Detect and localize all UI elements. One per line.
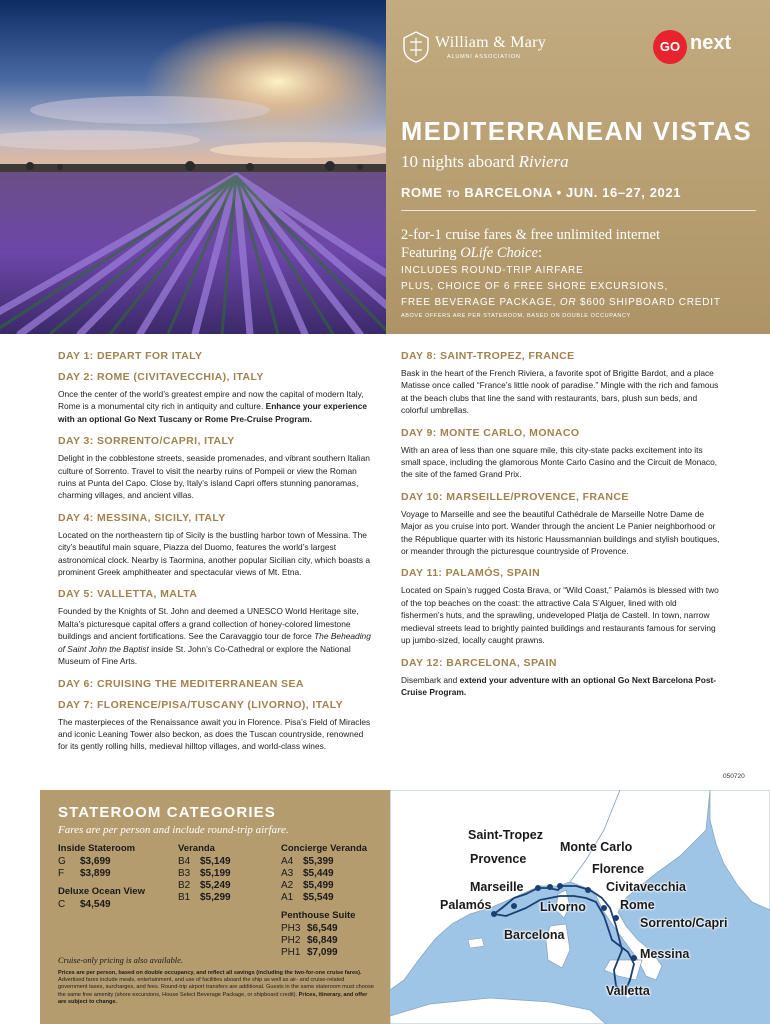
day-heading: DAY 10: MARSEILLE/PROVENCE, FRANCE [401,490,629,503]
offer-headline: 2-for-1 cruise fares & free unlimited internet Featuring OLife Choice: [401,227,660,261]
william-mary-logo [401,30,571,66]
map-label-livorno: Livorno [540,900,586,914]
fare-row: PH1 $7,099 [281,947,338,958]
map-label-valletta: Valletta [606,984,650,998]
fare-column-deluxe [58,886,145,911]
divider [0,334,770,340]
trip-subtitle: 10 nights aboard Riviera [401,152,569,171]
day-description: Once the center of the world’s greatest empire and now the capital of modern Italy, Rome is a monumental city rich in antiquity and culture. Enhance your experience with an optional Go Next Tuscany or Rome Pre-Cruise Program. [58,389,368,424]
fare-category-heading: Veranda [178,843,215,854]
fare-category-heading: Inside Stateroom [58,843,136,854]
ship-name: Riviera [518,152,569,171]
itinerary-right-column [401,350,721,708]
route-dates: ROME TO BARCELONA • JUN. 16–27, 2021 [401,185,682,200]
fare-row: A1 $5,549 [281,892,334,903]
stateroom-panel [40,790,390,1024]
fare-category-heading: Penthouse Suite [281,910,356,921]
fare-row: B2 $5,249 [178,880,231,891]
divider [401,210,756,211]
offer-note: ABOVE OFFERS ARE PER STATEROOM, BASED ON DOUBLE OCCUPANCY [401,313,631,319]
map-label-palamos: Palamós [440,898,492,912]
fare-row: B3 $5,199 [178,868,231,879]
map-label-monte-carlo: Monte Carlo [560,840,633,854]
day-description: Voyage to Marseille and see the beautiful Cathédrale de Marseille Notre Dame de Major as you cruise into port. Wander through the ancient Le Panier neighborhood or the République quarter with its historic Haussmannian buildings and stylish boutiques, or meander through the picturesque countryside of Provence. [401,508,720,557]
crest-icon [401,30,431,64]
map-label-messina: Messina [640,947,690,961]
go-next-logo [653,30,749,64]
fare-column-concierge [281,843,367,904]
map-label-provence: Provence [470,852,527,866]
fare-row: B4 $5,149 [178,856,231,867]
fare-column-penthouse [281,910,355,959]
map-label-barcelona: Barcelona [504,928,565,942]
day-description: Delight in the cobblestone streets, seaside promenades, and vibrant southern Italian culture of Sorrento. Travel to visit the nearby ruins of Pompeii or view the Roman ruins at Punta del Capo. Close by, Italy’s island Capri offers stunning panoramas, charming villages, and ancient villas. [58,453,370,501]
stateroom-title: STATEROOM CATEGORIES [58,804,276,821]
lavender-field-photo [0,0,386,334]
day-description: Bask in the heart of the French Riviera, a favorite spot of Brigitte Bardot, and a place Matisse once called “France’s little nook of paradise.” Mingle with the rich and famous at the beach clubs that line the sand with restaurants, bars, plush sun beds, and colorful umbrellas. [401,368,719,416]
fare-row: A4 $5,399 [281,856,334,867]
day-heading: DAY 7: FLORENCE/PISA/TUSCANY (LIVORNO), ITALY [58,698,344,711]
document-code: 050720 [723,773,745,780]
route-map [390,790,770,1024]
stateroom-subtitle: Fares are per person and include round-trip airfare. [58,824,289,836]
fare-column-inside [58,843,135,880]
fare-category-heading: Concierge Veranda [281,843,368,854]
wm-subtitle: ALUMNI ASSOCIATION [447,54,521,60]
next-wordmark: next [690,32,732,54]
offer-details: INCLUDES ROUND-TRIP AIRFARE PLUS, CHOICE OF 6 FREE SHORE EXCURSIONS, FREE BEVERAGE PACKAGE, OR $600 SHIPBOARD CREDIT [401,265,721,308]
day-heading: DAY 2: ROME (CIVITAVECCHIA), ITALY [58,371,264,383]
fare-row: A3 $5,449 [281,868,334,879]
map-label-sorrento-capri: Sorrento/Capri [640,916,728,930]
day-heading: DAY 1: DEPART FOR ITALY [58,350,203,362]
day-description: Disembark and extend your adventure with an optional Go Next Barcelona Post-Cruise Program. [401,674,717,697]
day-heading: DAY 8: SAINT-TROPEZ, FRANCE [401,350,575,362]
day-description: Founded by the Knights of St. John and deemed a UNESCO World Heritage site, Malta’s picturesque capital offers a grand collection of honey-colored limestone buildings and ancient fortifications. See the Caravaggio tour de force The Beheading of Saint John the Baptist inside St. John’s Co-Cathedral or explore the National Museum of Fine Arts. [58,606,371,667]
fine-print: Prices are per person, based on double occupancy, and reflect all savings (including the two-for-one cruise fares). Advertised fares include meals, entertainment, and use of facilities aboard the ship as well as air- and cruise-related government taxes, surcharges, and fees. Round-trip airport transfers are additional. Guests in the same stateroom must choose the same free amenity (shore excursions, House Select Beverage Package, or shipboard credit). Prices, itinerary, and offer are subject to change. [58,970,374,1005]
fare-column-veranda [178,843,231,904]
day-heading: DAY 12: BARCELONA, SPAIN [401,656,557,669]
map-label-marseille: Marseille [470,880,524,894]
day-heading: DAY 9: MONTE CARLO, MONACO [401,426,580,439]
day-heading: DAY 5: VALLETTA, MALTA [58,588,198,601]
day-heading: DAY 6: CRUISING THE MEDITERRANEAN SEA [58,677,304,690]
cruise-only-note: Cruise-only pricing is also available. [58,956,183,965]
day-description: The masterpieces of the Renaissance await you in Florence. Pisa’s Field of Miracles and iconic Leaning Tower also beckon, as does the Tuscan countryside, renowned for its gently rolling hills, medieval hilltop villages, and world-class wines. [58,716,371,752]
map-label-civitavecchia: Civitavecchia [606,880,686,894]
hero-banner [0,0,770,340]
fare-row: C $4,549 [58,899,111,910]
fare-row: G $3,699 [58,856,111,867]
wm-name: William & Mary [435,34,547,51]
map-label-saint-tropez: Saint-Tropez [468,828,544,842]
itinerary-left-column [58,350,374,763]
day-heading: DAY 11: PALAMÓS, SPAIN [401,567,541,580]
fare-row: PH2 $6,849 [281,935,338,946]
fare-category-heading: Deluxe Ocean View [58,886,145,897]
day-heading: DAY 3: SORRENTO/CAPRI, ITALY [58,435,235,448]
map-label-florence: Florence [592,862,645,876]
fare-row: A2 $5,499 [281,880,334,891]
fare-row: B1 $5,299 [178,892,231,903]
day-description: Located on Spain’s rugged Costa Brava, or “Wild Coast,” Palamós is blessed with two of the top beaches on the coast: the attractive Cala S’Alguer, lined with old fishermen’s huts, and the sprawling, undeveloped Platja de Castell. In town, narrow medieval streets lead to brightly painted buildings and restaurants famous for serving up jumbo-sized, locally caught prawns. [401,585,719,646]
fare-row: PH3 $6,549 [281,923,338,934]
fare-row: F $3,899 [58,868,111,879]
day-heading: DAY 4: MESSINA, SICILY, ITALY [58,511,226,524]
go-badge: GO [653,30,687,64]
day-description: With an area of less than one square mile, this city-state packs excitement into its small space, including the glamorous Monte Carlo Casino and the Circuit de Monaco, the site of the famed Grand Prix. [401,444,718,480]
day-description: Located on the northeastern tip of Sicily is the bustling harbor town of Messina. The city’s beautiful main square, Piazza del Duomo, features the world’s largest astronomical clock. Nearby is Taormina, another popular Sicilian city, which boasts a prominent Greek amphitheater and spectacular views of Mt. Etna. [58,529,371,578]
page-title: MEDITERRANEAN VISTAS [401,118,753,146]
map-label-rome: Rome [620,898,655,912]
